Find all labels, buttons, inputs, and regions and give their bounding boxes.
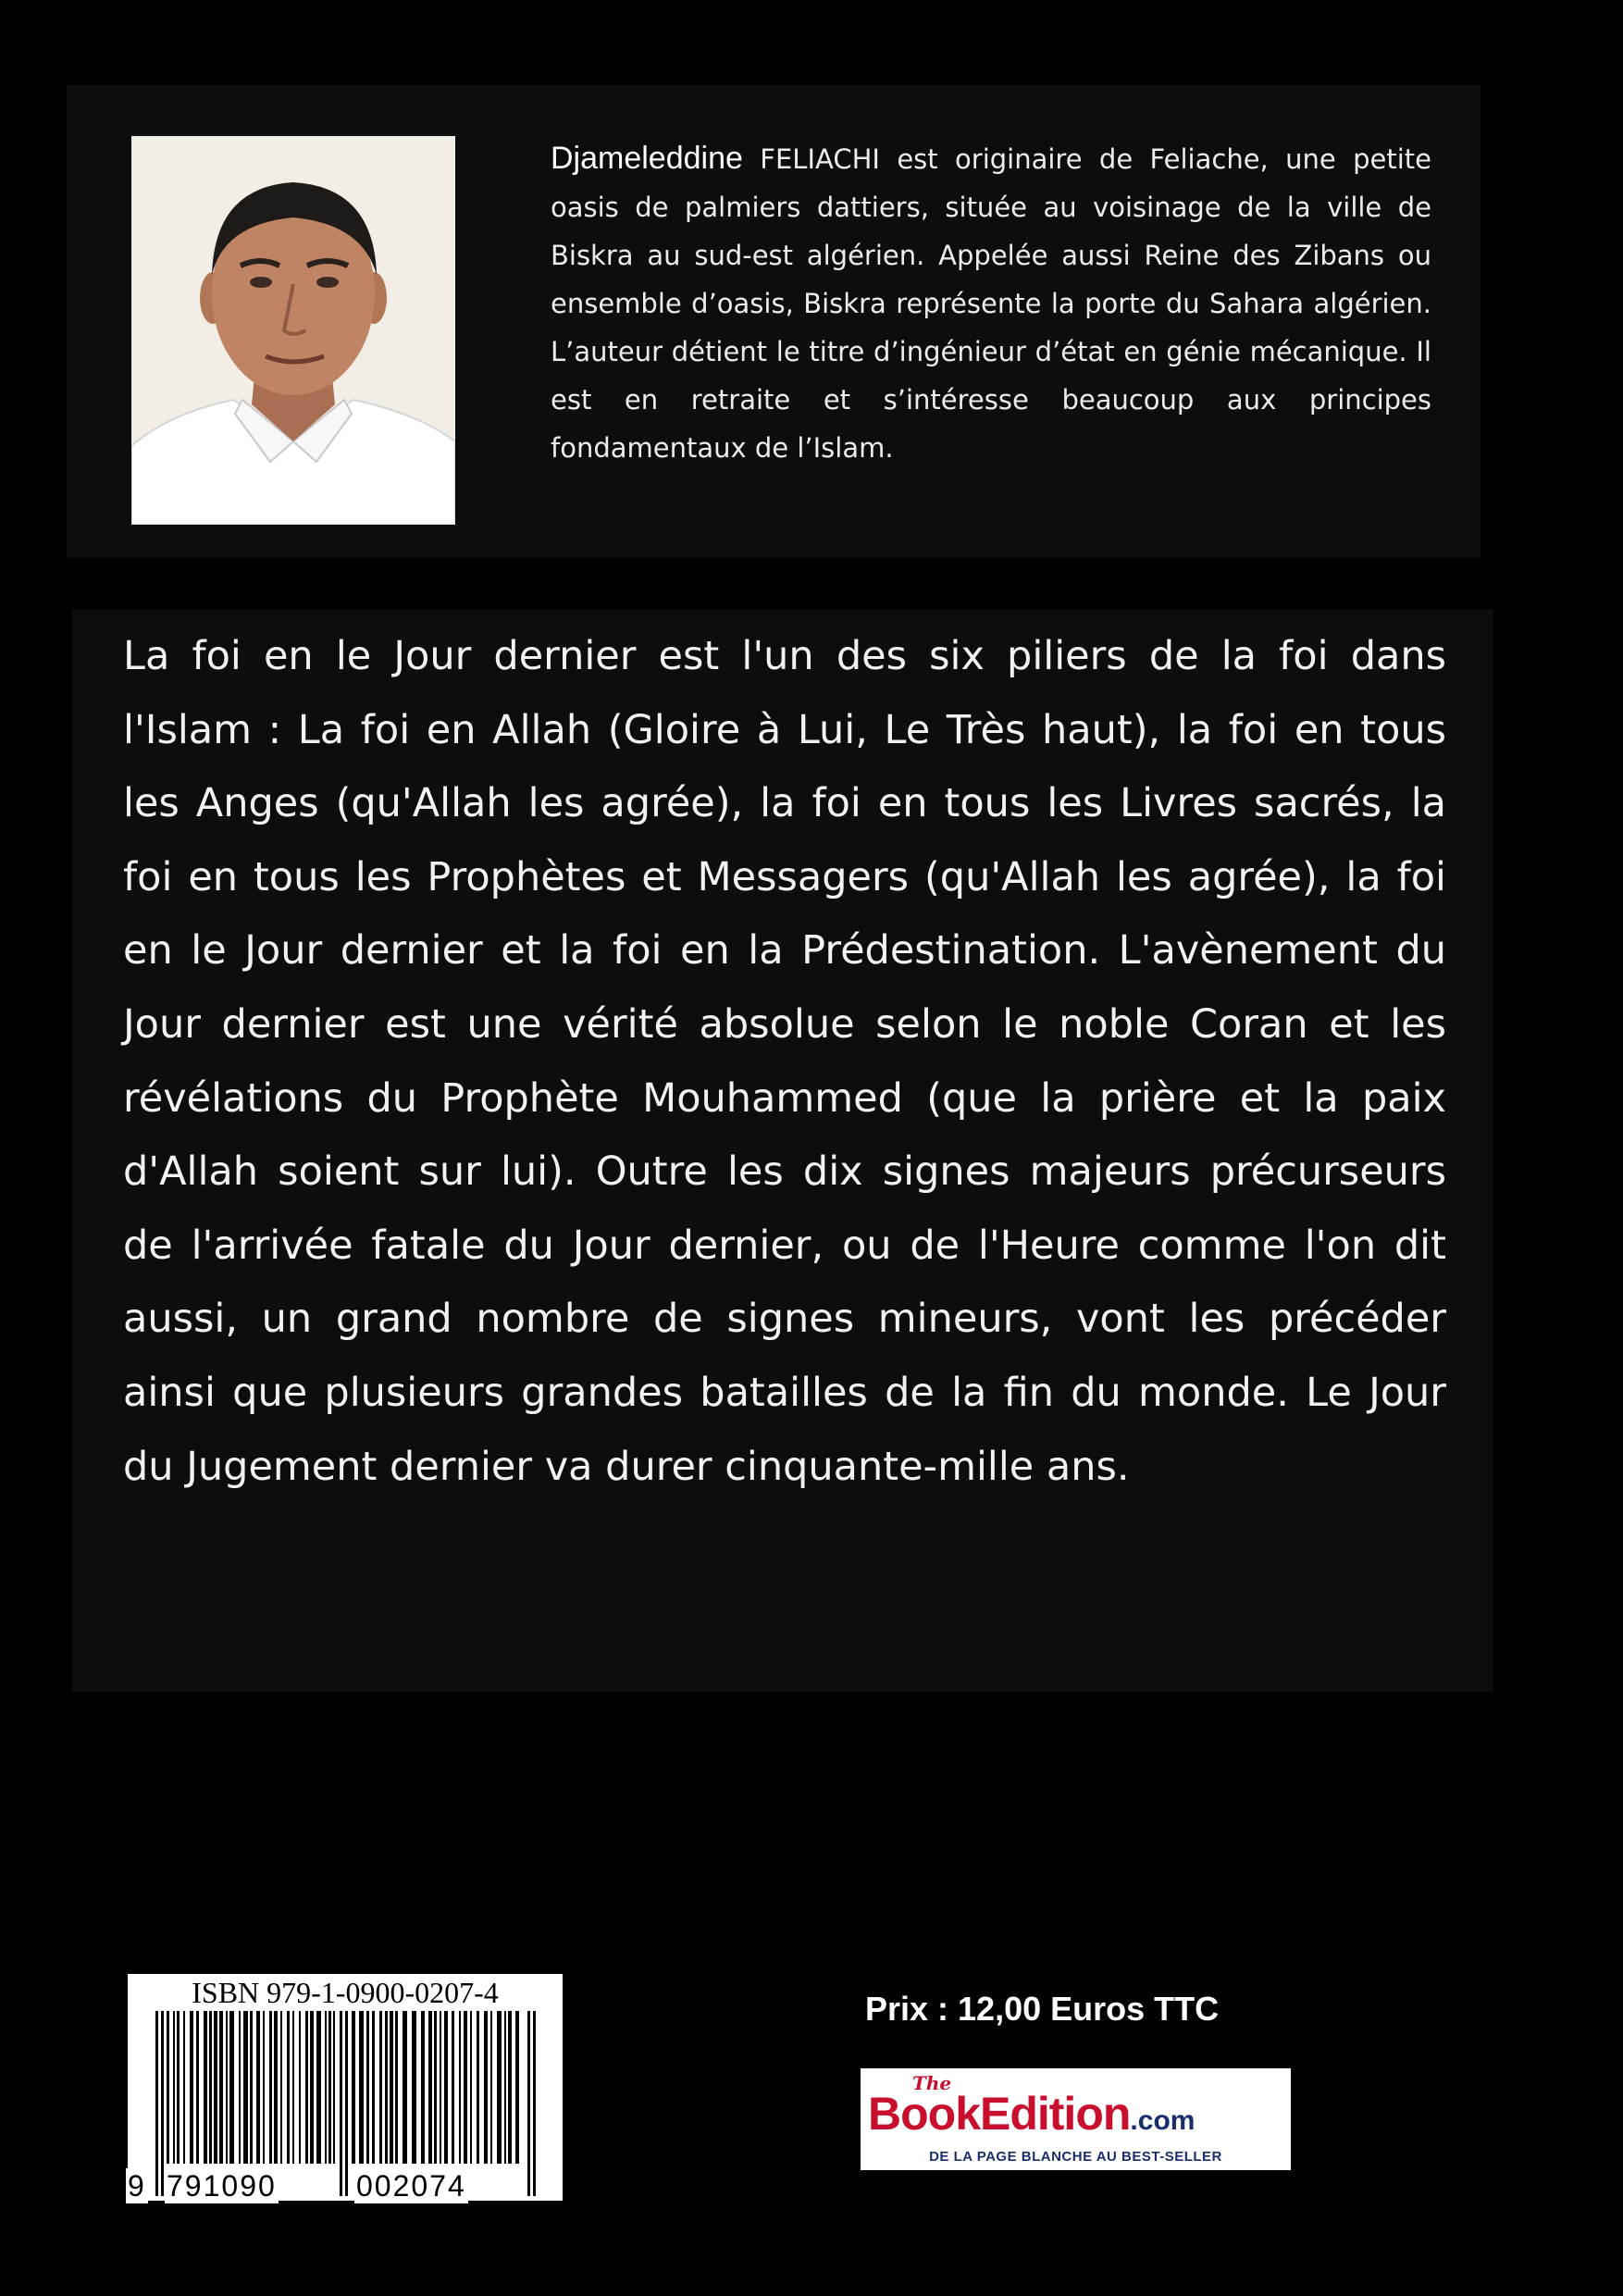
barcode-bar [263, 2011, 265, 2164]
barcode-bar [412, 2011, 416, 2164]
barcode-bar [173, 2011, 175, 2164]
barcode-bar [434, 2011, 437, 2164]
barcode-bar [527, 2011, 530, 2196]
price-label: Prix : 12,00 Euros TTC [865, 1990, 1220, 2028]
barcode-bar [256, 2011, 260, 2164]
barcode-bar [372, 2011, 375, 2164]
barcode-bar [508, 2011, 512, 2164]
barcode-bar [243, 2011, 248, 2164]
barcode-bar [395, 2011, 398, 2164]
barcode-bar [280, 2011, 282, 2164]
barcode-bar [177, 2011, 180, 2164]
barcode-bar [459, 2011, 461, 2164]
barcode-bar [533, 2011, 536, 2196]
barcode-bar [269, 2011, 272, 2164]
publisher-logo [861, 2068, 1291, 2170]
publisher-name [868, 2087, 1195, 2148]
barcode-bar [464, 2011, 467, 2164]
book-summary: La foi en le Jour dernier est l'un des six piliers de la foi dans l'Islam : La foi en Allah (Gloire à Lui, Le Très haut), la foi en tous les Anges (qu'Allah les agrée), la foi en tous les Livres sacrés, la foi en tous les Prophètes et Messagers (qu'Allah les agrée), la foi en le Jour dernier et la foi en la Prédestination. L'avènement du Jour dernier est une vérité absolue selon le noble Coran et les révélations du Prophète Mouhammed (que la prière et la paix d'Allah soient sur lui). Outre les dix signes majeurs précurseurs de l'arrivée fatale du Jour dernier, ou de l'Heure comme l'on dit aussi, un grand nombre de signes mineurs, vont les précéder ainsi que plusieurs grandes batailles de la fin du monde. Le Jour du Jugement dernier va durer cinquante-mille ans. [123, 633, 1446, 1490]
barcode-bar [379, 2011, 382, 2164]
barcode-bar [214, 2011, 217, 2164]
barcode-bar [325, 2011, 327, 2164]
barcode-bar [484, 2011, 488, 2164]
barcode-bar [340, 2011, 342, 2196]
publisher-tagline: DE LA PAGE BLANCHE AU BEST-SELLER [929, 2149, 1222, 2165]
barcode-bar [183, 2011, 185, 2164]
ean-first-digit: 9 [128, 2169, 146, 2203]
barcode-bar [390, 2011, 393, 2164]
publisher-name-main: BookEdition [868, 2088, 1131, 2140]
author-bio [551, 134, 1431, 472]
barcode-bar [226, 2011, 228, 2164]
isbn-barcode [128, 1974, 563, 2201]
barcode-bar [209, 2011, 212, 2164]
barcode-bar [328, 2011, 331, 2164]
ean-left-digits: 791090 [167, 2169, 277, 2203]
barcode-bar [444, 2011, 448, 2164]
barcode-bar [352, 2011, 355, 2164]
barcode-bar [385, 2011, 388, 2164]
barcode-bar [292, 2011, 294, 2164]
barcode-bar [345, 2011, 348, 2196]
barcode-bar [219, 2011, 223, 2164]
barcode-bar [421, 2011, 425, 2164]
author-photo [131, 136, 455, 525]
barcode-bar [359, 2011, 364, 2164]
ean-right-digits: 002074 [356, 2169, 466, 2203]
barcode-bar [504, 2011, 506, 2164]
author-first-name: Djameleddine [551, 141, 743, 176]
barcode-bar [403, 2011, 407, 2164]
barcode-bar [161, 2011, 164, 2196]
author-portrait-icon [131, 136, 455, 525]
barcode-bar [167, 2011, 169, 2164]
isbn-label: ISBN 979-1-0900-0207-4 [192, 1976, 499, 2009]
barcode-bar [190, 2011, 193, 2164]
barcode-bar [515, 2011, 519, 2164]
barcode-bar [316, 2011, 321, 2164]
barcode-bar [196, 2011, 199, 2164]
author-bio-text: FELIACHI est originaire de Feliache, une petite oasis de palmiers dattiers, située au voisinage de la ville de Biskra au sud-est algérien. Appelée aussi Reine des Zibans ou ensemble d’oasis, Biskra représente la porte du Sahara algérien. L’auteur détient le titre d’ingénieur d’état en génie mécanique. Il est en retraite et s’intéresse beaucoup aux principes fondamentaux de l’Islam. [551, 143, 1432, 464]
barcode-bar [366, 2011, 369, 2164]
barcode-bar [274, 2011, 278, 2164]
barcode-bar [490, 2011, 492, 2164]
barcode-bar [310, 2011, 314, 2164]
barcode-bar [440, 2011, 441, 2164]
barcode-bar [204, 2011, 207, 2164]
barcode-bar [299, 2011, 301, 2164]
publisher-suffix: .com [1130, 2105, 1196, 2136]
barcode-bar [452, 2011, 454, 2164]
barcode-bar [305, 2011, 308, 2164]
barcode-bar [428, 2011, 432, 2164]
barcode-bar [470, 2011, 472, 2164]
barcode-bar [250, 2011, 253, 2164]
barcode-bar [333, 2011, 335, 2164]
barcode-bar [287, 2011, 290, 2164]
publisher-the: The [912, 2072, 952, 2094]
barcode-bar [477, 2011, 479, 2164]
barcode-bar [239, 2011, 241, 2164]
barcode-bar [229, 2011, 234, 2164]
barcode-bar [155, 2011, 158, 2196]
barcode-bar [497, 2011, 502, 2164]
